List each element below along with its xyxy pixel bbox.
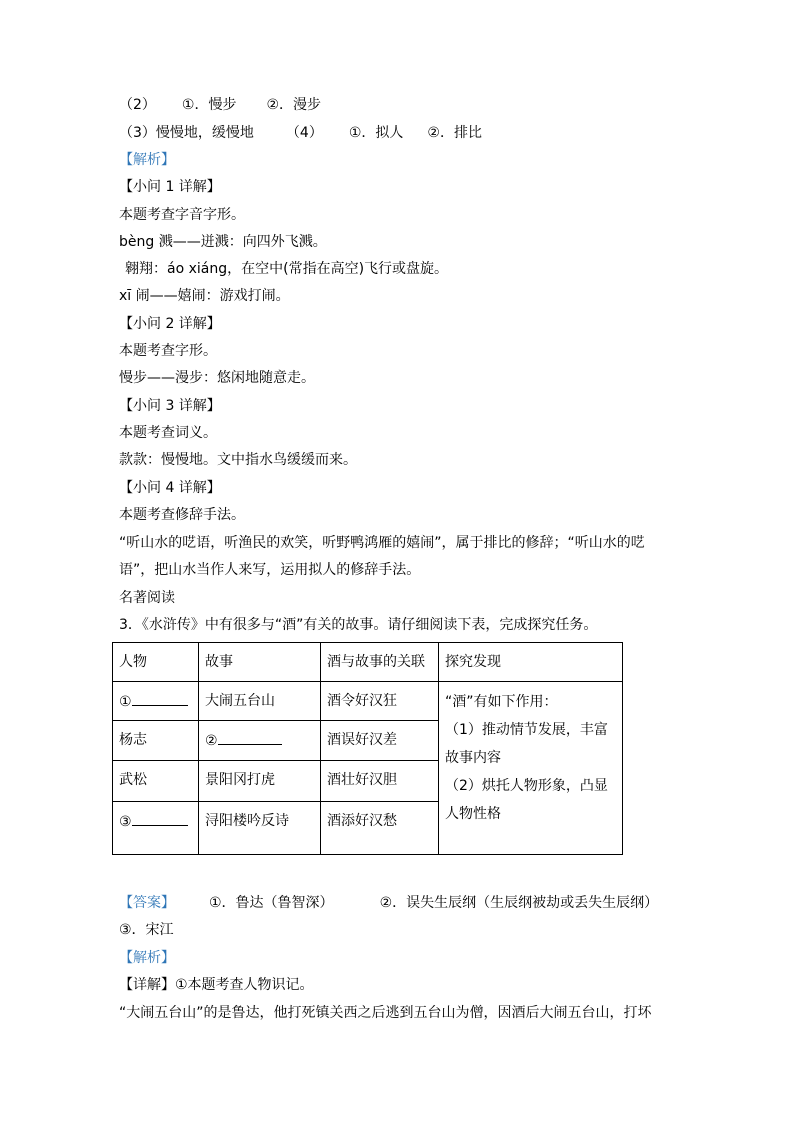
table-cell	[199, 721, 321, 761]
table-header: 酒与故事的关联	[321, 643, 439, 682]
section-3-line: 款款：慢慢地。文中指水鸟缓缓而来。	[119, 452, 357, 468]
section-1-line: bèng 溅——迸溅：向四外飞溅。	[119, 234, 327, 250]
table-cell: 酒误好汉差	[321, 721, 439, 761]
question-3: 3．《水浒传》中有很多与“酒”有关的故事。请仔细阅读下表，完成探究任务。	[119, 617, 598, 633]
section-title: 名著阅读	[119, 590, 175, 606]
discovery-line: （2）烘托人物形象，凸显	[445, 778, 608, 794]
section-1-line: xī 闹——嬉闹：游戏打闹。	[119, 288, 290, 304]
q2-number: （2）	[119, 97, 156, 113]
table-cell: 杨志	[113, 721, 199, 761]
table-cell	[113, 802, 199, 855]
q4-option-1: ①．拟人	[348, 125, 404, 141]
section-3-heading: 【小问 3 详解】	[119, 398, 221, 414]
table-header: 故事	[199, 643, 321, 682]
section-4-line: 本题考查修辞手法。	[119, 507, 245, 523]
q4-option-2: ②．排比	[427, 125, 482, 141]
fill-blank-3	[132, 810, 188, 826]
answer-1: ①．鲁达（鲁智深）	[209, 895, 334, 911]
section-1-line: 翱翔：áo xiáng，在空中(常指在高空)飞行或盘旋。	[125, 261, 449, 277]
answer-q3-q4-line	[119, 123, 482, 143]
section-4-heading: 【小问 4 详解】	[119, 480, 221, 496]
section-3-line: 本题考查词义。	[119, 425, 217, 441]
analysis-label-2: 【解析】	[119, 950, 175, 966]
section-4-line: “听山水的呓语，听渔民的欢笑，听野鸭鸿雁的嬉闹”，属于排比的修辞；“听山水的呓	[119, 535, 645, 551]
table-header-row	[113, 643, 623, 682]
table-header: 探究发现	[439, 643, 623, 682]
discovery-line: （1）推动情节发展，丰富	[445, 722, 608, 738]
discovery-line: 人物性格	[445, 806, 501, 822]
blank-number: ②	[205, 733, 218, 749]
water-margin-table	[112, 642, 623, 855]
q3-answer: （3）慢慢地，缓慢地	[119, 125, 254, 141]
table-cell: 景阳冈打虎	[199, 761, 321, 802]
section-1-line: 本题考查字音字形。	[119, 207, 245, 223]
answer-3: ③．宋江	[119, 922, 174, 938]
table-row	[113, 682, 623, 721]
table-cell	[113, 682, 199, 721]
answer-label: 【答案】	[119, 895, 175, 911]
fill-blank-1	[132, 690, 188, 706]
detail-line: 【详解】①本题考查人物识记。	[119, 977, 314, 993]
answer-q2-line	[119, 95, 321, 115]
table-cell: 酒壮好汉胆	[321, 761, 439, 802]
section-1-heading: 【小问 1 详解】	[119, 179, 221, 195]
analysis-label: 【解析】	[119, 152, 175, 168]
discovery-cell	[439, 682, 623, 855]
table-cell: 浔阳楼吟反诗	[199, 802, 321, 855]
table-cell: 大闹五台山	[199, 682, 321, 721]
section-2-line: 本题考查字形。	[119, 343, 217, 359]
table-cell: 酒添好汉愁	[321, 802, 439, 855]
section-2-heading: 【小问 2 详解】	[119, 316, 221, 332]
answer-line	[119, 893, 658, 913]
table-header: 人物	[113, 643, 199, 682]
q2-option-2: ②．漫步	[266, 97, 322, 113]
section-4-line: 语”，把山水当作人来写，运用拟人的修辞手法。	[119, 562, 421, 578]
q4-number: （4）	[285, 125, 323, 141]
q2-option-1: ①．慢步	[181, 97, 237, 113]
fill-blank-2	[218, 729, 282, 745]
discovery-line: 故事内容	[445, 750, 501, 766]
blank-number: ③	[119, 814, 132, 830]
answer-2: ②．误失生辰纲（生辰纲被劫或丢失生辰纲）	[379, 895, 659, 911]
section-2-line: 慢步——漫步：悠闲地随意走。	[119, 370, 315, 386]
table-cell: 酒令好汉狂	[321, 682, 439, 721]
discovery-line: “酒”有如下作用：	[445, 694, 558, 710]
detail-line: “大闹五台山”的是鲁达，他打死镇关西之后逃到五台山为僧，因酒后大闹五台山，打坏	[119, 1005, 652, 1021]
table-cell: 武松	[113, 761, 199, 802]
blank-number: ①	[119, 694, 132, 710]
